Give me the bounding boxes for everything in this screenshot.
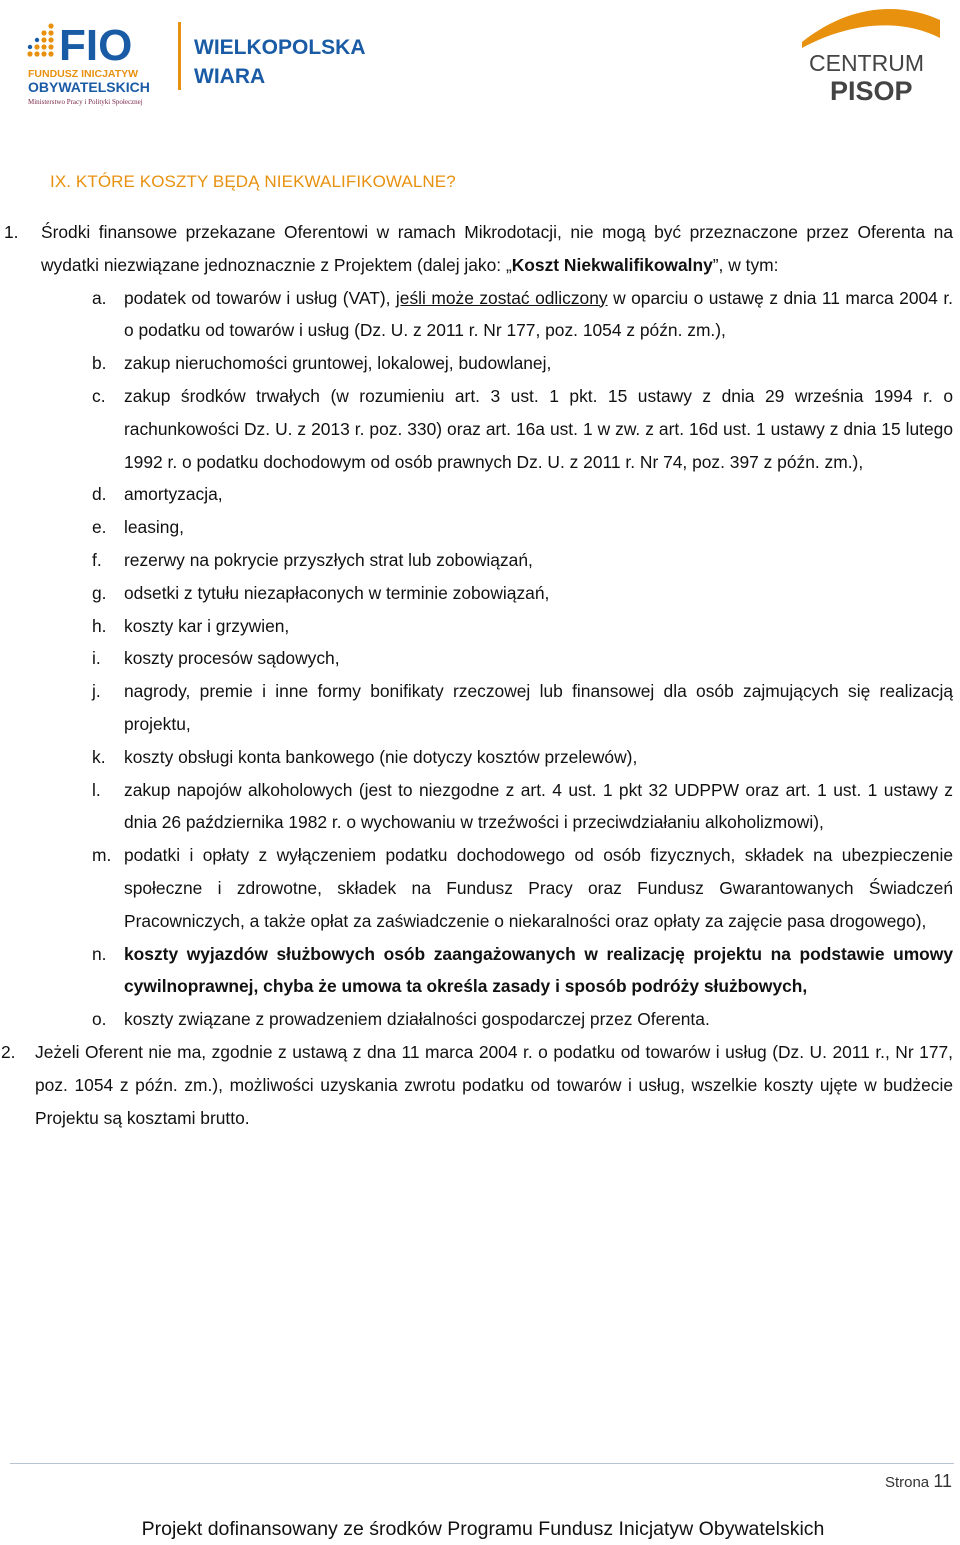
sublist-item-f — [0, 544, 960, 577]
sublist-item-a — [0, 282, 960, 348]
item-letter: a. — [92, 287, 107, 308]
sublist-item-e — [0, 511, 960, 544]
item-text: amortyzacja, — [124, 484, 223, 505]
item-letter: d. — [92, 484, 107, 505]
fio-logo-text: FIO — [59, 21, 133, 70]
item-2-text: Jeżeli Oferent nie ma, zgodnie z ustawą z dna 11 marca 2004 r. o podatku od towarów i usług (Dz. U. 2011 r., Nr 177, poz. 1054 z późn. zm.), możliwości uzyskania zwrotu podatku od towarów i usług, wszelkie koszty ujęte w budżecie Projektu są kosztami brutto. — [35, 1041, 953, 1128]
sublist-item-d — [0, 478, 960, 511]
sublist-item-o — [0, 1003, 960, 1036]
item-text: podatek od towarów i usług (VAT), — [124, 287, 396, 308]
fio-logo-sub2: OBYWATELSKICH — [28, 79, 150, 95]
intro-text: Środki finansowe przekazane Oferentowi w ramach Mikrodotacji, nie mogą być przeznaczone przez Oferenta na wydatki niezwiązane jednoznacznie z Projektem (dalej jako: „ — [41, 222, 953, 275]
item-letter: f. — [92, 549, 102, 570]
item-text: koszty kar i grzywien, — [124, 615, 290, 636]
item-text-bold: koszty wyjazdów służbowych osób zaangażowanych w realizację projektu na podstawie umowy cywilnoprawnej, chyba że umowa ta określa zasady i sposób podróży służbowych, — [124, 943, 953, 997]
cp-arc-icon — [802, 9, 940, 48]
sublist-item-m — [0, 839, 960, 937]
logo-divider — [178, 22, 181, 90]
wlkp-line2: WIARA — [194, 65, 266, 88]
item-text: zakup nieruchomości gruntowej, lokalowej, budowlanej, — [124, 353, 552, 374]
item-text: zakup środków trwałych (w rozumieniu art. 3 ust. 1 pkt. 15 ustawy z dnia 29 września 1994 r. o rachunkowości Dz. U. z 2013 r. poz. 330) oraz art. 16a ust. 1 w zw. z art. 16d ust. 1 ustawy z dnia 15 lutego 1992 r. o podatku dochodowym od osób prawnych Dz. U. z 2011 r. Nr 74, poz. 397 z późn. zm.), — [124, 385, 953, 472]
section-heading: IX. KTÓRE KOSZTY BĘDĄ NIEKWALIFIKOWALNE? — [50, 172, 456, 191]
fio-logo-ministry: Ministerstwo Pracy i Polityki Społecznej — [28, 98, 143, 106]
item-letter: i. — [92, 648, 101, 669]
footer-divider — [10, 1463, 954, 1464]
cp-line1: CENTRUM — [809, 50, 924, 76]
wielkopolska-wiara-logo — [178, 22, 418, 92]
sublist-item-b — [0, 347, 960, 380]
sublist-item-i — [0, 642, 960, 675]
underlined-text: jeśli może zostać odliczony — [395, 287, 608, 308]
item-letter: k. — [92, 746, 106, 767]
list-item-1 — [0, 216, 960, 282]
sublist-item-n — [0, 938, 960, 1004]
sublist — [0, 282, 960, 1036]
item-text: odsetki z tytułu niezapłaconych w terminie zobowiązań, — [124, 582, 550, 603]
document-body — [0, 216, 960, 1134]
item-number: 1. — [4, 222, 19, 242]
item-letter: e. — [92, 517, 107, 538]
wlkp-line1: WIELKOPOLSKA — [194, 36, 366, 59]
page-number — [885, 1471, 952, 1492]
sublist-item-k — [0, 741, 960, 774]
item-text-end: w oparciu o ustawę z dnia 11 marca 2004 r. o podatku od towarów i usług (Dz. U. z 2011 r. Nr 177, poz. 1054 z późn. zm.), — [124, 287, 953, 341]
item-letter: h. — [92, 615, 107, 636]
item-1-intro — [41, 216, 953, 282]
sublist-item-c — [0, 380, 960, 478]
cp-line2: PISOP — [830, 76, 913, 106]
intro-bold-term: Koszt Niekwalifikowalny — [511, 254, 713, 275]
sublist-item-g — [0, 577, 960, 610]
sublist-item-h — [0, 610, 960, 643]
item-text: koszty obsługi konta bankowego (nie dotyczy kosztów przelewów), — [124, 746, 638, 767]
item-letter: o. — [92, 1009, 107, 1030]
item-letter: m. — [92, 845, 112, 866]
fio-dots-icon — [27, 23, 53, 56]
fio-logo — [26, 20, 176, 112]
centrum-pisop-logo — [790, 8, 950, 108]
footer-text: Projekt dofinansowany ze środków Programu Fundusz Inicjatyw Obywatelskich — [141, 1518, 825, 1540]
item-text: koszty związane z prowadzeniem działalności gospodarczej przez Oferenta. — [124, 1009, 710, 1030]
item-text: podatki i opłaty z wyłączeniem podatku dochodowego od osób fizycznych, składek na ubezpieczenie społeczne i zdrowotne, składek na Fundusz Pracy oraz Fundusz Gwarantowanych Świadczeń Pracowniczych, a także opłat za zaświadczenie o niekaralności oraz opłaty za zajęcie pasa drogowego), — [124, 845, 953, 931]
page-label: Strona — [884, 1474, 930, 1491]
list-item-2 — [0, 1036, 960, 1134]
item-letter: b. — [92, 353, 107, 374]
item-text: nagrody, premie i inne formy bonifikaty rzeczowej lub finansowej dla osób zajmujących się realizacją projektu, — [124, 681, 953, 734]
item-text: zakup napojów alkoholowych (jest to niezgodne z art. 4 ust. 1 pkt 32 UDPPW oraz art. 1 ust. 1 ustawy z dnia 26 października 1982 r. o wychowaniu w trzeźwości i przeciwdziałaniu alkoholizmowi), — [124, 779, 953, 833]
fio-logo-sub1: FUNDUSZ INICJATYW — [28, 68, 139, 80]
item-text: leasing, — [124, 517, 184, 538]
item-number: 2. — [1, 1041, 16, 1062]
item-letter: n. — [92, 943, 107, 964]
item-text: koszty procesów sądowych, — [124, 648, 340, 669]
item-letter: c. — [92, 385, 106, 406]
item-letter: j. — [92, 681, 101, 702]
sublist-item-l — [0, 774, 960, 840]
header — [0, 0, 960, 130]
item-text: rezerwy na pokrycie przyszłych strat lub zobowiązań, — [124, 549, 533, 570]
intro-text-end: ”, w tym: — [712, 254, 779, 275]
item-letter: l. — [92, 779, 101, 800]
page-number-value: 11 — [933, 1471, 952, 1491]
sublist-item-j — [0, 675, 960, 741]
item-letter: g. — [92, 582, 107, 603]
